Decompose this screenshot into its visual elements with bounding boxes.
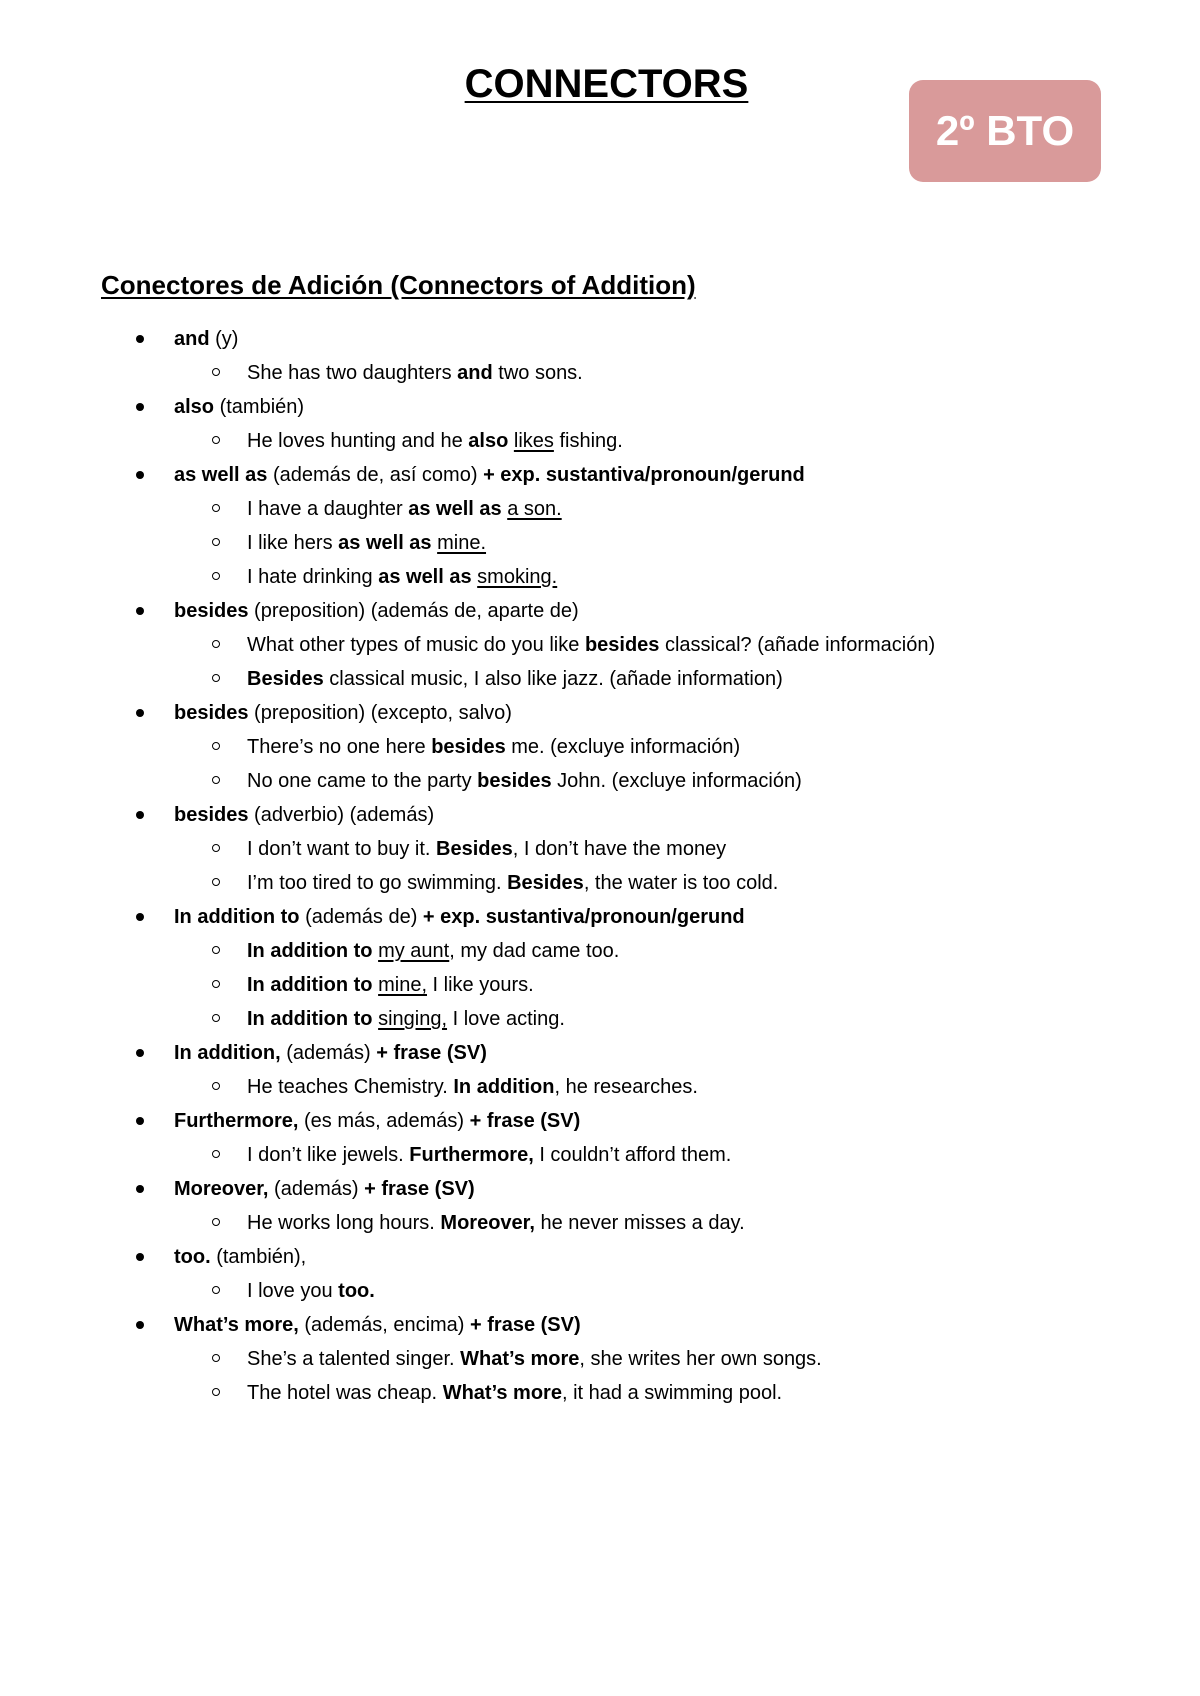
example-connector: Besides [436, 838, 513, 860]
bullet-icon [136, 709, 144, 717]
example-text: She has two daughters [247, 362, 458, 384]
circle-bullet-icon [212, 1150, 220, 1158]
level-badge: 2º BTO [909, 80, 1101, 182]
connector-usage: + frase (SV) [376, 1042, 487, 1064]
connector-usage: + exp. sustantiva/pronoun/gerund [422, 906, 745, 928]
example-item [0, 730, 1200, 764]
example-connector: Moreover, [440, 1212, 535, 1234]
example-text: There’s no one here [247, 736, 432, 758]
example-text: I have a daughter [247, 498, 409, 520]
circle-bullet-icon [212, 572, 220, 580]
example-text: I love acting. [447, 1008, 565, 1030]
example-item [0, 662, 1200, 696]
example-connector: Besides [507, 872, 584, 894]
example-connector: as well as [408, 498, 502, 520]
example-text: I like yours. [427, 974, 534, 996]
connector-meaning: (preposition) (excepto, salvo) [248, 702, 512, 724]
bullet-icon [136, 607, 144, 615]
example-item [0, 1342, 1200, 1376]
connector-usage: + frase (SV) [470, 1314, 581, 1336]
example-text: She’s a talented singer. [247, 1348, 461, 1370]
connector-usage: + exp. sustantiva/pronoun/gerund [483, 464, 805, 486]
example-text: two sons. [492, 362, 583, 384]
connector-term: besides [174, 702, 249, 724]
example-text: I love you [247, 1280, 339, 1302]
bullet-icon [136, 403, 144, 411]
circle-bullet-icon [212, 1218, 220, 1226]
example-text: I don’t like jewels. [247, 1144, 410, 1166]
example-text: classical music, I also like jazz. (añade information) [323, 668, 783, 690]
example-text: The hotel was cheap. [247, 1382, 443, 1404]
example-connector: besides [584, 634, 660, 656]
example-item [0, 968, 1200, 1002]
example-item [0, 1274, 1200, 1308]
connector-meaning: (además de) [299, 906, 423, 928]
example-item [0, 492, 1200, 526]
connector-term: too. [174, 1246, 211, 1268]
connector-term: also [174, 396, 215, 418]
example-text: likes [513, 430, 554, 452]
circle-bullet-icon [212, 640, 220, 648]
example-text: He works long hours. [247, 1212, 441, 1234]
connector-meaning: (preposition) (además de, aparte de) [248, 600, 579, 622]
example-connector: In addition [453, 1076, 555, 1098]
example-connector: as well as [378, 566, 472, 588]
example-connector: Besides [247, 668, 324, 690]
circle-bullet-icon [212, 368, 220, 376]
bullet-icon [136, 811, 144, 819]
example-connector: besides [477, 770, 552, 792]
connector-meaning: (además) [280, 1042, 377, 1064]
example-connector: and [457, 362, 493, 384]
connector-item [0, 798, 1200, 832]
example-item [0, 526, 1200, 560]
example-text: singing, [378, 1008, 448, 1030]
example-item [0, 764, 1200, 798]
connector-meaning: (además de, así como) [267, 464, 484, 486]
bullet-icon [136, 335, 144, 343]
example-text: classical? (añade información) [659, 634, 936, 656]
bullet-icon [136, 1321, 144, 1329]
example-item [0, 866, 1200, 900]
connector-meaning: (es más, además) [298, 1110, 470, 1132]
example-text: I don’t want to buy it. [247, 838, 436, 860]
connector-item [0, 458, 1200, 492]
example-text: mine. [437, 532, 487, 554]
connector-meaning: (y) [209, 328, 239, 350]
example-text: , the water is too cold. [583, 872, 779, 894]
connector-term: Furthermore, [174, 1110, 299, 1132]
page-title: CONNECTORS [464, 62, 749, 106]
example-text: John. (excluye información) [551, 770, 802, 792]
circle-bullet-icon [212, 504, 220, 512]
example-text: He teaches Chemistry. [247, 1076, 454, 1098]
example-text: , it had a swimming pool. [561, 1382, 783, 1404]
example-text: fishing. [553, 430, 623, 452]
connector-meaning: (además) [268, 1178, 365, 1200]
circle-bullet-icon [212, 742, 220, 750]
connector-meaning: (además, encima) [298, 1314, 471, 1336]
connector-term: In addition, [174, 1042, 281, 1064]
example-connector: too. [338, 1280, 375, 1302]
connector-item [0, 900, 1200, 934]
example-item [0, 560, 1200, 594]
circle-bullet-icon [212, 1388, 220, 1396]
example-item [0, 1206, 1200, 1240]
connector-term: Moreover, [174, 1178, 269, 1200]
bullet-icon [136, 1185, 144, 1193]
example-text: I’m too tired to go swimming. [247, 872, 508, 894]
connector-term: and [174, 328, 210, 350]
connector-item [0, 1172, 1200, 1206]
circle-bullet-icon [212, 946, 220, 954]
example-item [0, 1070, 1200, 1104]
connector-item [0, 322, 1200, 356]
example-text: he never misses a day. [534, 1212, 745, 1234]
circle-bullet-icon [212, 1014, 220, 1022]
example-item [0, 1002, 1200, 1036]
example-text: No one came to the party [247, 770, 478, 792]
example-connector: What’s more [460, 1348, 580, 1370]
example-text: smoking. [477, 566, 558, 588]
example-connector: as well as [338, 532, 432, 554]
example-text: What other types of music do you like [247, 634, 585, 656]
example-text: my aunt [378, 940, 450, 962]
connector-item [0, 696, 1200, 730]
bullet-icon [136, 1117, 144, 1125]
example-text: , I don’t have the money [512, 838, 727, 860]
example-text: He loves hunting and he [247, 430, 469, 452]
circle-bullet-icon [212, 1286, 220, 1294]
connector-item [0, 1308, 1200, 1342]
example-connector: also [468, 430, 509, 452]
circle-bullet-icon [212, 1354, 220, 1362]
connector-usage: + frase (SV) [364, 1178, 475, 1200]
circle-bullet-icon [212, 436, 220, 444]
example-item [0, 356, 1200, 390]
example-item [0, 1376, 1200, 1410]
example-text: I couldn’t afford them. [533, 1144, 732, 1166]
example-text: a son. [507, 498, 562, 520]
connector-meaning: (también), [210, 1246, 307, 1268]
circle-bullet-icon [212, 674, 220, 682]
example-text: , she writes her own songs. [579, 1348, 822, 1370]
connector-item [0, 1240, 1200, 1274]
circle-bullet-icon [212, 878, 220, 886]
connector-item [0, 1104, 1200, 1138]
bullet-icon [136, 1049, 144, 1057]
circle-bullet-icon [212, 776, 220, 784]
example-connector: In addition to [247, 940, 373, 962]
connector-usage: + frase (SV) [469, 1110, 581, 1132]
connector-term: as well as [174, 464, 268, 486]
circle-bullet-icon [212, 1082, 220, 1090]
example-connector: In addition to [247, 974, 373, 996]
bullet-icon [136, 471, 144, 479]
connectors-list [0, 322, 1200, 1410]
circle-bullet-icon [212, 980, 220, 988]
connector-meaning: (también) [214, 396, 305, 418]
connector-meaning: (adverbio) (además) [248, 804, 435, 826]
example-connector: In addition to [247, 1008, 373, 1030]
connector-item [0, 390, 1200, 424]
example-item [0, 1138, 1200, 1172]
example-item [0, 628, 1200, 662]
example-item [0, 832, 1200, 866]
example-connector: Furthermore, [409, 1144, 534, 1166]
connector-term: besides [174, 600, 249, 622]
example-text: mine, [378, 974, 427, 996]
connector-item [0, 594, 1200, 628]
example-connector: besides [431, 736, 506, 758]
bullet-icon [136, 1253, 144, 1261]
example-text: , he researches. [554, 1076, 698, 1098]
example-item [0, 934, 1200, 968]
example-item [0, 424, 1200, 458]
section-heading: Conectores de Adición (Connectors of Addition) [101, 270, 696, 300]
bullet-icon [136, 913, 144, 921]
connector-item [0, 1036, 1200, 1070]
example-text: I hate drinking [247, 566, 379, 588]
circle-bullet-icon [212, 538, 220, 546]
example-text: I like hers [247, 532, 339, 554]
connector-term: In addition to [174, 906, 300, 928]
connector-term: besides [174, 804, 249, 826]
example-text: , my dad came too. [449, 940, 620, 962]
example-text: me. (excluye información) [505, 736, 741, 758]
circle-bullet-icon [212, 844, 220, 852]
connector-term: What’s more, [174, 1314, 299, 1336]
example-connector: What’s more [442, 1382, 562, 1404]
